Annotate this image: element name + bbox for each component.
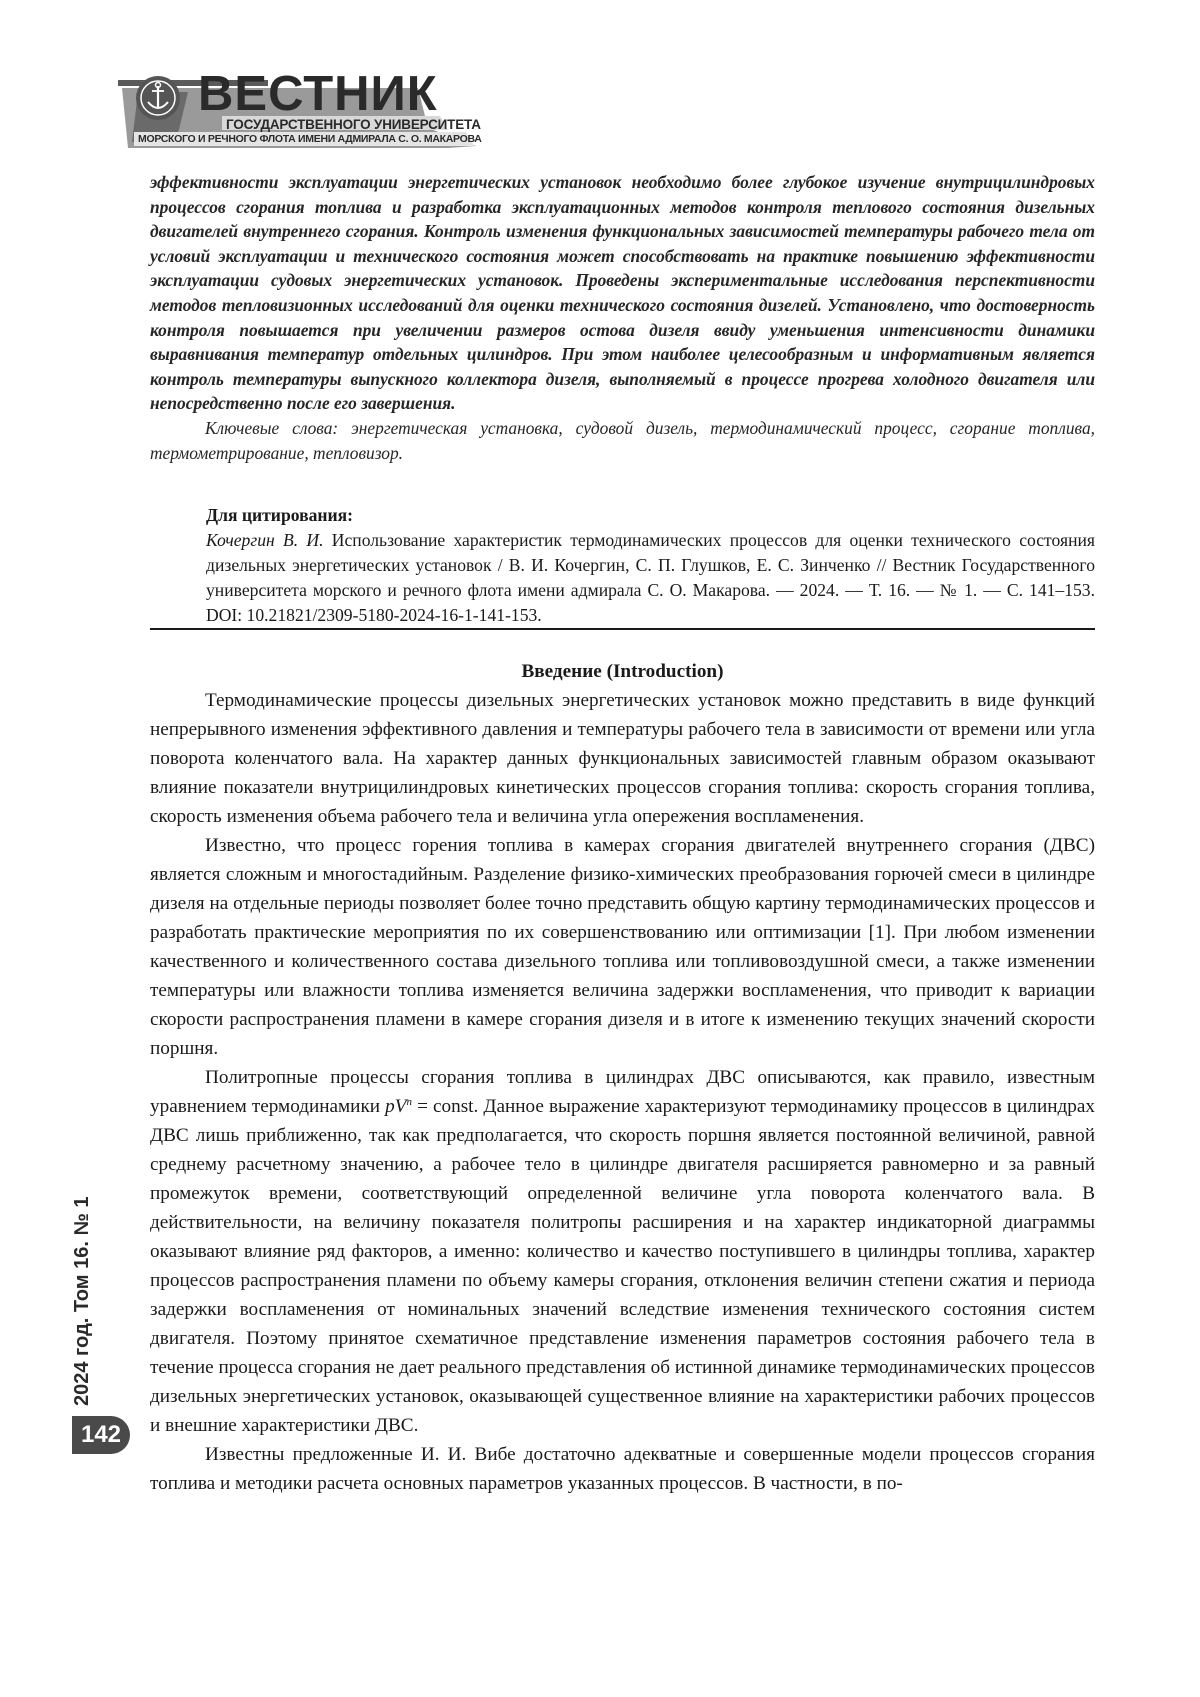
- citation-author: Кочергин В. И.: [206, 530, 324, 550]
- abstract-text: эффективности эксплуатации энергетических установок необходимо более глубокое изучение внутрицилиндровых процессов сгорания топлива и разработка эксплуатационных методов контроля теплового состояния дизельных двигателей внутреннего сгорания. Контроль изменения функциональных зависимостей температуры рабочего тела от условий эксплуатации и технического состояния может способствовать на практике повышению эффективности эксплуатации судовых энергетических установок. Проведены экспериментальные исследования перспективности методов тепловизионных исследований для оценки технического состояния дизелей. Установлено, что достоверность контроля повышается при увеличении размеров остова дизеля ввиду уменьшения интенсивности динамики выравнивания температур отдельных цилиндров. При этом наиболее целесообразным и информативным является контроль температуры выпускного коллектора дизеля, выполняемый в процессе прогрева холодного двигателя или непосредственно после его завершения.: [150, 172, 1095, 414]
- paragraph-2: Известно, что процесс горения топлива в камерах сгорания двигателей внутреннего сгорания (ДВС) является сложным и многостадийным. Разделение физико-химических преобразования горючей смеси в цилиндре дизеля на отдельные периоды позволяет более точно представить общую картину термодинамических процессов и разработать практические мероприятия по их совершенствованию или оптимизации [1]. При любом изменении качественного и количественного состава дизельного топлива или топливовоздушной смеси, а также изменении температуры или влажности топлива изменяется величина задержки воспламенения, что приводит к вариации скорости распространения пламени в камере сгорания дизеля и в итоге к изменению текущих значений скорости поршня.: [150, 835, 1095, 1059]
- paragraph-3: [150, 1063, 1095, 1440]
- section-heading: Введение (Introduction): [521, 661, 724, 682]
- journal-subtitle-line2: МОРСКОГО И РЕЧНОГО ФЛОТА ИМЕНИ АДМИРАЛА С. О. МАКАРОВА: [138, 133, 482, 145]
- journal-masthead: [118, 67, 482, 160]
- paragraph-3-start: Политропные процессы сгорания топлива в цилиндрах ДВС описываются, как правило, известным уравнением термодинамики: [150, 1067, 1095, 1117]
- page-number: 142: [72, 1416, 130, 1454]
- article-body: [150, 658, 1095, 1498]
- section-divider: [150, 628, 1095, 630]
- journal-subtitle-line1: ГОСУДАРСТВЕННОГО УНИВЕРСИТЕТА: [226, 117, 481, 132]
- citation-heading: Для цитирования:: [206, 505, 354, 525]
- keywords: Ключевые слова: энергетическая установка, судовой дизель, термодинамический процесс, сгорание топлива, термометрирование, тепловизор.: [150, 417, 1095, 463]
- citation-reference: Использование характеристик термодинамических процессов для оценки технического состояния дизельных энергетических установок / В. И. Кочергин, С. П. Глушков, Е. С. Зинченко // Вестник Государственного университета морского и речного флота имени адмирала С. О. Макарова. — 2024. — Т. 16. — № 1. — С. 141–153. DOI: 10.21821/2309-5180-2024-16-1-141-153.: [206, 530, 1095, 625]
- formula-exponent: n: [406, 1096, 412, 1108]
- formula-pv: pV: [385, 1096, 407, 1117]
- paragraph-1: Термодинамические процессы дизельных энергетических установок можно представить в виде функций непрерывного изменения эффективного давления и температуры рабочего тела в зависимости от времени или угла поворота коленчатого вала. На характер данных функциональных зависимостей главным образом оказывают влияние показатели внутрицилиндровых кинетических процессов сгорания топлива: скорость сгорания топлива, скорость изменения объема рабочего тела и величина угла опережения воспламенения.: [150, 690, 1095, 827]
- issue-label: 2024 год. Том 16. № 1: [71, 1196, 93, 1406]
- paragraph-4: Известны предложенные И. И. Вибе достаточно адекватные и совершенные модели процессов сгорания топлива и методики расчета основных параметров указанных процессов. В частности, в по-: [150, 1444, 1095, 1494]
- citation-block: [206, 503, 1095, 628]
- citation-text: [206, 528, 1095, 628]
- paragraph-3-end: = const. Данное выражение характеризуют термодинамику процессов в цилиндрах ДВС лишь приближенно, так как предполагается, что скорость поршня является постоянной величиной, равной среднему расчетному значению, а рабочее тело в цилиндре двигателя расширяется равномерно и за равный промежуток времени, соответствующий определенной величине угла поворота коленчатого вала. В действительности, на величину показателя политропы расширения и на характер индикаторной диаграммы оказывают влияние ряд факторов, а именно: количество и качество поступившего в цилиндры топлива, характер процессов распространения пламени по объему камеры сгорания, отклонения величин степени сжатия и периода задержки воспламенения от номинальных значений вследствие изменения технического состояния систем двигателя. Поэтому принятое схематичное представление изменения параметров состояния рабочего тела в течение процесса сгорания не дает реального представления об истинной динамике термодинамических процессов дизельных энергетических установок, оказывающей существенное влияние на характеристики рабочих процессов и внешние характеристики ДВС.: [150, 1096, 1095, 1436]
- journal-title: ВЕСТНИК: [198, 67, 438, 121]
- abstract-block: [150, 170, 1095, 465]
